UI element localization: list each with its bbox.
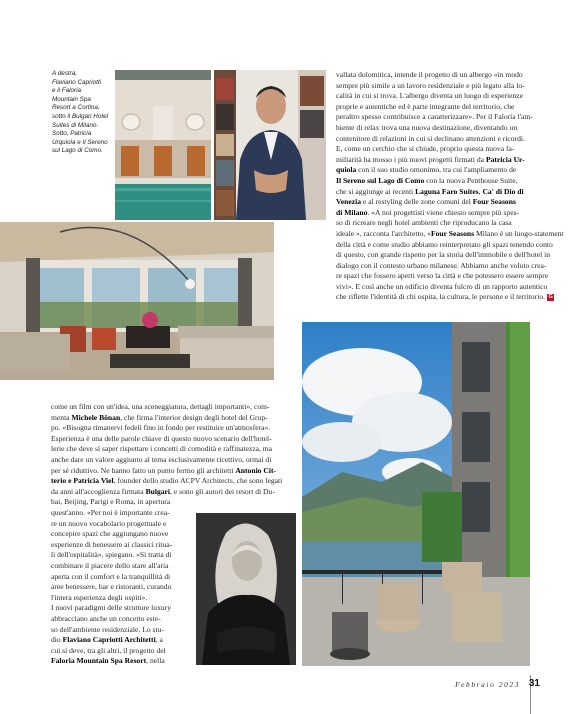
text-line: che riflette l'identità di chi ospita, la cultura, le persone e il territorio. G [336,292,553,302]
text-line: Venezia e al restyling delle zone comuni del Four Seasons [336,197,516,207]
article-column-right [336,70,564,303]
caption-line: Resort a Cortina, [52,104,100,112]
article-column-left-narrow [51,508,193,667]
caption-line: Sotto, Patricia [52,130,92,138]
photo-caption [52,70,114,156]
caption-line: Urquiola e Il Sereno [52,138,108,146]
designer-portrait-photo [196,513,296,665]
text-line: biente di relax trova una nuova destinazione, diventando un [336,122,518,132]
article-end-mark: G [548,294,553,301]
text-line: bai, Beijing, Parigi e Roma, in apertura [51,497,171,507]
issue-date: Febbraio 2023 [455,680,520,689]
text-line: che si aggiunge ai recenti Laguna Faro Suites, Ca' di Dio di [336,186,524,196]
text-line: miliarità ha mosso i più nuovi progetti firmati da Patricia Ur- [336,154,525,164]
text-line: vallata dolomitica, intende il progetto di un albergo «in modo [336,70,523,79]
text-line: vivi». E così anche un edificio diventa fulcro di un rapporto autentico [336,281,548,291]
caption-line: Mountain Spa [52,95,91,103]
text-line: concepire spazi che aggiungano nuove [51,529,169,539]
spa-pool-photo [115,70,211,220]
text-line: come un film con un'idea, una sceneggiatura, dettagli importanti», com- [51,402,270,411]
caption-line: sul Lago di Como. [52,147,103,155]
article-column-left [51,402,297,508]
text-line: calità in cui si trova. L'albergo diventa un luogo di esperienze [336,91,524,101]
text-line: E, come un cerchio che si chiude, proprio questa nuova fa- [336,144,515,154]
text-line: della città e come studio abbiamo reinterpretato gli spazi tenendo conto [336,239,553,249]
text-line: dio Flaviano Capriotti Architetti, a [51,635,163,645]
text-line: ideale », racconta l'architetto, «Four Seasons Milano è un luogo-statement [336,228,564,238]
caption-line: sotto il Bulgari Hotel [52,112,108,120]
text-line: proprie e autentiche ed è parte integrante del territorio, che [336,101,515,111]
text-line: I nuovi paradigmi delle strutture luxury [51,603,171,613]
text-line: di Milano. «A noi progettisti viene chiesto sempre più spes- [336,207,520,217]
text-line: po. «Bisogna rimanervi fedeli fino in fondo per restituire un'atmosfera». [51,423,271,433]
text-line: l'intera esperienza degli ospiti». [51,592,148,602]
text-line: re spazi che fossero aperti verso la città e che potessero essere sempre [336,271,549,281]
text-line: abbracciano anche un concetto este- [51,613,161,623]
text-line: anche dare un valore aggiunto al tema esclusivamente ricettivo, ormai di [51,454,272,464]
text-line: Esperienza è una delle parole chiave di questo nuovo scenario dell'hotel- [51,433,272,443]
lake-terrace-photo [302,322,530,666]
text-line: combinare il piacere dello stare all'aria [51,560,169,570]
caption-line: A destra, [52,70,77,77]
text-line: di questo, con grande rispetto per la storia dell'immobile e dell'hotel in [336,250,551,260]
text-line: terio e Patricia Viel, founder dello studio ACPV Architects, che sono legati [51,476,283,486]
caption-line: Suites di Milano. [52,121,99,129]
text-line: aperta con il comfort e la tranquillità di [51,571,171,581]
text-line: cui si deve, tra gli altri, il progetto del [51,645,166,655]
page-number: 31 [528,678,540,689]
text-line: Il Sereno sul Lago di Como con la nuova Penthouse Suite, [336,175,518,185]
text-line: da anni all'accoglienza firmata Bulgari, e sono gli autori dei resort di Du- [51,486,275,496]
text-line: aree benessere, bar e ristoranti, curando [51,582,172,592]
caption-line: e il Faloria [52,87,82,95]
caption-line: Flaviano Capriotti [52,78,101,86]
text-line: menta Michele Bönan, che firma l'interior design degli hotel del Grup- [51,412,268,422]
text-line: quiola con il suo studio omonimo, tra cui l'ampliamento de [336,165,517,175]
text-line: li dell'ospitalità», spiegano. «Si tratta di [51,550,172,560]
text-line: sempre più simile a un lavoro residenziale e più legato alla lo- [336,80,525,90]
text-line: esperienze di benessere ai classici ritua- [51,539,173,549]
text-line: per sé riduttivo. Ne hanno fatto un punto fermo gli architetti Antonio Cit- [51,465,277,475]
text-line: quest'anno. «Per noi è importante crea- [51,508,170,517]
text-line: Faloria Mountain Spa Resort, nella [51,656,165,666]
text-line: dialogo con il contesto urbano milanese. Abbiamo anche voluto crea- [336,260,547,270]
text-line: so dell'ambiente residenziale. Lo stu- [51,624,164,634]
text-line: re un nuovo vocabolario progettuale e [51,518,167,528]
text-line: lerie che deve sì saper rispettare i concetti di comodità e raffinatezza, ma [51,444,273,454]
hotel-suite-living-room-photo [0,222,274,380]
architect-portrait-photo [214,70,326,220]
text-line: contenitore di relazioni in cui si declinano attenzioni e ricordi. [336,133,525,143]
text-line: so di ricreare negli hotel ambienti che riproducano la casa [336,218,512,228]
text-line: peraltro spesso contribuisce a caratterizzare». Per il Faloria l'am- [336,112,533,122]
